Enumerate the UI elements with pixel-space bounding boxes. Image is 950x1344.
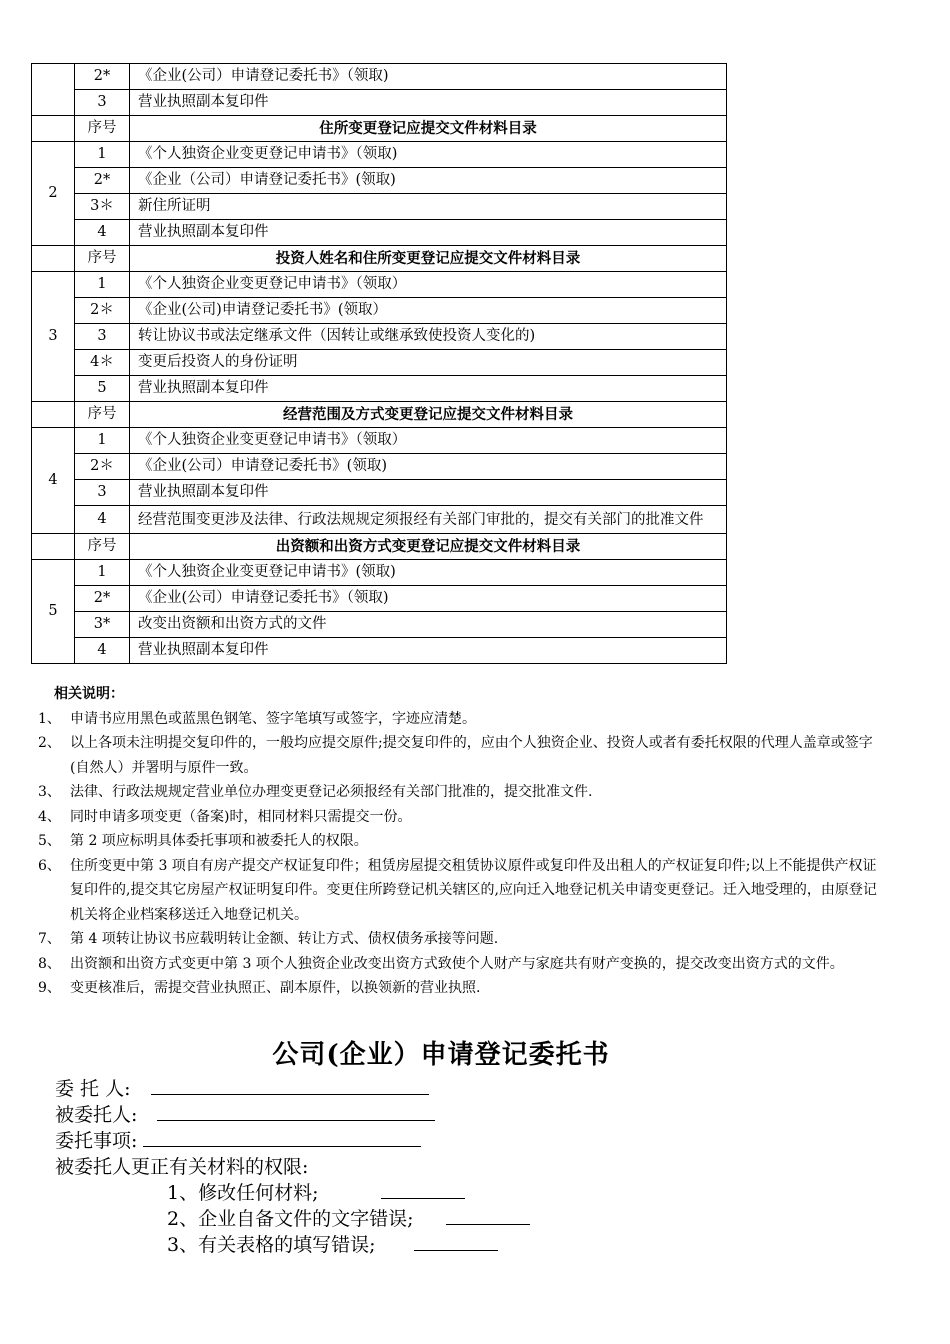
seq-header-cell: 序号 xyxy=(75,402,130,428)
permission-blank[interactable] xyxy=(446,1206,530,1225)
note-text: 同时申请多项变更（备案)时，相同材料只需提交一份。 xyxy=(70,808,412,825)
seq-header-cell: 序号 xyxy=(75,534,130,560)
seq-cell: 3 xyxy=(75,480,130,506)
seq-cell: 2* xyxy=(75,64,130,90)
section-header: 经营范围及方式变更登记应提交文件材料目录 xyxy=(130,402,727,428)
seq-header-cell: 序号 xyxy=(75,246,130,272)
permission-text: 1、修改任何材料; xyxy=(167,1182,319,1204)
group-number-cell: 2 xyxy=(32,142,75,246)
table-row xyxy=(32,376,727,402)
item-cell: 营业执照副本复印件 xyxy=(130,220,727,246)
item-cell: 《企业(公司）申请登记委托书》（领取) xyxy=(130,586,727,612)
authorization-form xyxy=(55,1076,530,1258)
item-cell: 《个人独资企业变更登记申请书》（领取） xyxy=(130,428,727,454)
principal-blank[interactable] xyxy=(151,1076,429,1095)
agent-label: 被委托人: xyxy=(55,1104,138,1126)
table-row xyxy=(32,64,727,90)
notes-section xyxy=(38,682,888,1001)
principal-label: 委 托 人: xyxy=(55,1078,131,1100)
item-cell: 《个人独资企业变更登记申请书》(领取) xyxy=(130,560,727,586)
group-number-cell: 3 xyxy=(32,272,75,402)
table-row xyxy=(32,454,727,480)
seq-cell: 4＊ xyxy=(75,350,130,376)
table-row xyxy=(32,142,727,168)
note-text: 第 4 项转让协议书应载明转让金额、转让方式、债权债务承接等问题. xyxy=(70,931,499,947)
seq-cell: 4 xyxy=(75,638,130,664)
notes-title: 相关说明： xyxy=(54,686,124,702)
table-row xyxy=(32,480,727,506)
agent-row xyxy=(55,1102,530,1128)
table-row xyxy=(32,638,727,664)
group-number-cell xyxy=(32,64,75,116)
table-row xyxy=(32,560,727,586)
item-cell: 《个人独资企业变更登记申请书》（领取) xyxy=(130,142,727,168)
table-row xyxy=(32,168,727,194)
note-text: 变更核准后，需提交营业执照正、副本原件，以换领新的营业执照. xyxy=(70,980,481,996)
item-cell: 营业执照副本复印件 xyxy=(130,376,727,402)
note-number: 6、 xyxy=(38,857,61,874)
note-number: 9、 xyxy=(38,980,61,996)
item-cell: 《企业(公司）申请登记委托书》（领取) xyxy=(130,64,727,90)
seq-cell: 4 xyxy=(75,506,130,534)
seq-cell: 3 xyxy=(75,90,130,116)
note-number: 4、 xyxy=(38,808,61,825)
seq-cell: 1 xyxy=(75,272,130,298)
note-item xyxy=(38,976,888,1001)
item-cell: 经营范围变更涉及法律、行政法规规定须报经有关部门审批的，提交有关部门的批准文件 xyxy=(130,506,727,534)
item-cell: 营业执照副本复印件 xyxy=(130,90,727,116)
permission-item xyxy=(55,1206,530,1232)
permissions-label: 被委托人更正有关材料的权限: xyxy=(55,1156,309,1178)
form-title: 公司(企业）申请登记委托书 xyxy=(272,1040,610,1070)
note-number: 8、 xyxy=(38,955,61,972)
note-item xyxy=(38,952,888,977)
section-header-row xyxy=(32,116,727,142)
note-number: 7、 xyxy=(38,931,61,947)
note-number: 2、 xyxy=(38,735,61,751)
agent-blank[interactable] xyxy=(157,1102,435,1121)
permission-text: 3、有关表格的填写错误; xyxy=(167,1234,376,1256)
note-text: 第 2 项应标明具体委托事项和被委托人的权限。 xyxy=(70,833,368,849)
table-row xyxy=(32,612,727,638)
section-header: 出资额和出资方式变更登记应提交文件材料目录 xyxy=(130,534,727,560)
note-item xyxy=(38,829,888,854)
table-row xyxy=(32,90,727,116)
matter-row xyxy=(55,1128,530,1154)
notes-list xyxy=(38,707,888,1001)
note-number: 5、 xyxy=(38,833,61,849)
table-row xyxy=(32,586,727,612)
permission-blank[interactable] xyxy=(381,1180,465,1199)
seq-cell: 5 xyxy=(75,376,130,402)
table-row xyxy=(32,350,727,376)
principal-row xyxy=(55,1076,530,1102)
item-cell: 新住所证明 xyxy=(130,194,727,220)
table-row xyxy=(32,428,727,454)
seq-cell: 3* xyxy=(75,612,130,638)
item-cell: 《个人独资企业变更登记申请书》（领取） xyxy=(130,272,727,298)
item-cell: 改变出资额和出资方式的文件 xyxy=(130,612,727,638)
item-cell: 营业执照副本复印件 xyxy=(130,480,727,506)
section-header-row xyxy=(32,534,727,560)
seq-cell: 2* xyxy=(75,586,130,612)
item-cell: 《企业（公司）申请登记委托书》(领取) xyxy=(130,168,727,194)
section-header: 住所变更登记应提交文件材料目录 xyxy=(130,116,727,142)
group-blank-cell xyxy=(32,246,75,272)
table-row xyxy=(32,194,727,220)
item-cell: 《企业(公司）申请登记委托书》(领取) xyxy=(130,454,727,480)
group-blank-cell xyxy=(32,402,75,428)
note-text: 住所变更中第 3 项自有房产提交产权证复印件；租赁房屋提交租赁协议原件或复印件及出租人的产权证复印件;以上不能提供产权证复印件的,提交其它房屋产权证明复印件。变更住所跨登记机关辖区的,应向迁入地登记机关申请变更登记。迁入地受理的，由原登记机关将企业档案移送迁入地登记机关。 xyxy=(70,857,877,923)
note-number: 3、 xyxy=(38,784,61,800)
group-number-cell: 4 xyxy=(32,428,75,534)
note-item xyxy=(38,854,888,928)
note-item xyxy=(38,927,888,952)
note-item xyxy=(38,707,888,732)
item-cell: 营业执照副本复印件 xyxy=(130,638,727,664)
materials-table-body xyxy=(32,64,727,664)
table-row xyxy=(32,324,727,350)
seq-cell: 1 xyxy=(75,142,130,168)
group-number-cell: 5 xyxy=(32,560,75,664)
note-number: 1、 xyxy=(38,710,61,727)
note-item xyxy=(38,780,888,805)
table-row xyxy=(32,272,727,298)
seq-cell: 1 xyxy=(75,560,130,586)
table-row xyxy=(32,220,727,246)
matter-label: 委托事项: xyxy=(55,1130,138,1152)
section-header: 投资人姓名和住所变更登记应提交文件材料目录 xyxy=(130,246,727,272)
group-blank-cell xyxy=(32,116,75,142)
item-cell: 转让协议书或法定继承文件（因转让或继承致使投资人变化的) xyxy=(130,324,727,350)
seq-cell: 2＊ xyxy=(75,454,130,480)
seq-cell: 1 xyxy=(75,428,130,454)
permission-item xyxy=(55,1232,530,1258)
section-header-row xyxy=(32,246,727,272)
seq-cell: 2* xyxy=(75,168,130,194)
section-header-row xyxy=(32,402,727,428)
item-cell: 《企业(公司)申请登记委托书》(领取） xyxy=(130,298,727,324)
note-text: 出资额和出资方式变更中第 3 项个人独资企业改变出资方式致使个人财产与家庭共有财产变换的，提交改变出资方式的文件。 xyxy=(70,955,844,972)
seq-header-cell: 序号 xyxy=(75,116,130,142)
note-text: 法律、行政法规规定营业单位办理变更登记必须报经有关部门批准的，提交批准文件. xyxy=(70,784,593,800)
group-blank-cell xyxy=(32,534,75,560)
item-cell: 变更后投资人的身份证明 xyxy=(130,350,727,376)
note-item xyxy=(38,805,888,830)
seq-cell: 4 xyxy=(75,220,130,246)
table-row xyxy=(32,506,727,534)
matter-blank[interactable] xyxy=(143,1128,421,1147)
permission-item xyxy=(55,1180,530,1206)
seq-cell: 3 xyxy=(75,324,130,350)
permission-text: 2、企业自备文件的文字错误; xyxy=(167,1208,414,1230)
note-text: 申请书应用黑色或蓝黑色钢笔、签字笔填写或签字，字迹应清楚。 xyxy=(70,710,476,727)
permission-blank[interactable] xyxy=(414,1232,498,1251)
materials-table xyxy=(31,63,727,664)
note-item xyxy=(38,731,888,780)
seq-cell: 2＊ xyxy=(75,298,130,324)
note-text: 以上各项未注明提交复印件的，一般均应提交原件;提交复印件的，应由个人独资企业、投资人或者有委托权限的代理人盖章或签字(自然人）并署明与原件一致。 xyxy=(70,735,873,776)
table-row xyxy=(32,298,727,324)
seq-cell: 3＊ xyxy=(75,194,130,220)
